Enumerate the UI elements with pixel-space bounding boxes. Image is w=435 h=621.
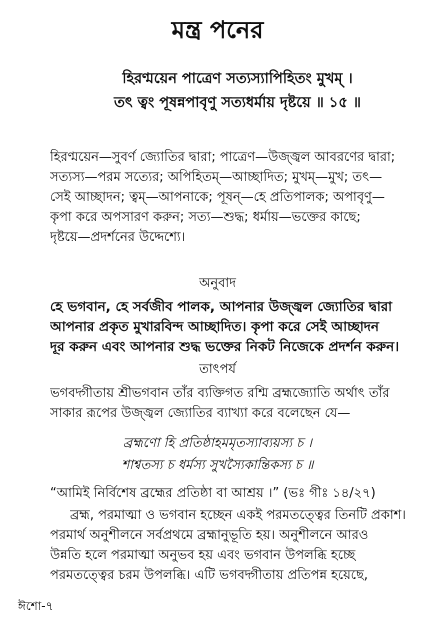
gita-quote-line-1: ব্রহ্মণো হি প্রতিষ্ঠাহমমৃতস্যাব্যয়স্য চ । <box>123 436 312 451</box>
verse-line-1: হিরণ্ময়েন পাত্রেণ সত্যস্যাপিহিতং মুখম্ । <box>122 71 353 87</box>
translation-heading: অনুবাদ <box>199 276 236 291</box>
continuation-line-2: ব্রহ্ম, পরমাত্মা ও ভগবান হচ্ছেন একই পরমতত্ত্বের তিনটি প্রকাশ। <box>70 508 406 523</box>
synonyms-line-4: কৃপা করে অপসারণ করুন; সত্য—শুদ্ধ; ধর্মায়—ভক্তের কাছে; <box>50 210 361 225</box>
purport-heading: তাৎপর্য <box>199 362 236 377</box>
gita-quote-line-2: শাশ্বতস্য চ ধর্মস্য সুখস্যৈকান্তিকস্য চ ॥ <box>121 458 314 473</box>
verse-line-2: তৎ ত্বং পূষন্নপাবৃণু সত্যধর্মায় দৃষ্টয়ে ॥ ১৫ ॥ <box>113 95 361 111</box>
continuation-line-5: পরমতত্ত্বের চরম উপলব্ধি। এটি ভগবদ্গীতায় প্রতিপন্ন হয়েছে, <box>50 568 368 583</box>
translation-line-3: দূর করুন এবং আপনার শুদ্ধ ভক্তের নিকট নিজেকে প্রদর্শন করুন। <box>50 339 400 355</box>
page-footer: ঈশো-৭ <box>18 599 54 613</box>
synonyms-line-5: দৃষ্টয়ে—প্রদর্শনের উদ্দেশ্যে। <box>50 230 186 245</box>
continuation-line-1: “আমিই নির্বিশেষ ব্রহ্মের প্রতিষ্ঠা বা আশ্রয় ।” (ভঃ গীঃ ১৪/২৭) <box>50 486 376 501</box>
purport-line-1: ভগবদ্গীতায় শ্রীভগবান তাঁর ব্যক্তিগত রশ্মি ব্রহ্মজ্যোতি অর্থাৎ তাঁর <box>50 386 390 401</box>
synonyms-line-2: সত্যস্য—পরম সত্যের; অপিহিতম্—আচ্ছাদিত; মুখম্—মুখ; তৎ— <box>50 170 383 185</box>
synonyms-line-1: হিরণ্ময়েন—সুবর্ণ জ্যোতির দ্বারা; পাত্রেণ—উজ্জ্বল আবরণের দ্বারা; <box>50 150 396 165</box>
translation-line-2: আপনার প্রকৃত মুখারবিন্দ আচ্ছাদিত। কৃপা করে সেই আচ্ছাদন <box>50 319 379 335</box>
continuation-line-4: উন্নতি হলে পরমাত্মা অনুভব হয় এবং ভগবান উপলব্ধি হচ্ছে <box>50 548 356 563</box>
page-title: মন্ত্র পনের <box>171 16 264 44</box>
translation-line-1: হে ভগবান, হে সর্বজীব পালক, আপনার উজ্জ্বল জ্যোতির দ্বারা <box>50 299 393 315</box>
purport-line-2: সাকার রূপের উজ্জ্বল জ্যোতির ব্যাখ্যা করে বলেছেন যে— <box>50 406 351 421</box>
synonyms-line-3: সেই আচ্ছাদন; ত্বম্—আপনাকে; পূষন্—হে প্রতিপালক; অপাবৃণু— <box>50 190 385 205</box>
continuation-line-3: পরমার্থ অনুশীলনে সর্বপ্রথমে ব্রহ্মানুভূতি হয়। অনুশীলনে আরও <box>50 528 369 543</box>
